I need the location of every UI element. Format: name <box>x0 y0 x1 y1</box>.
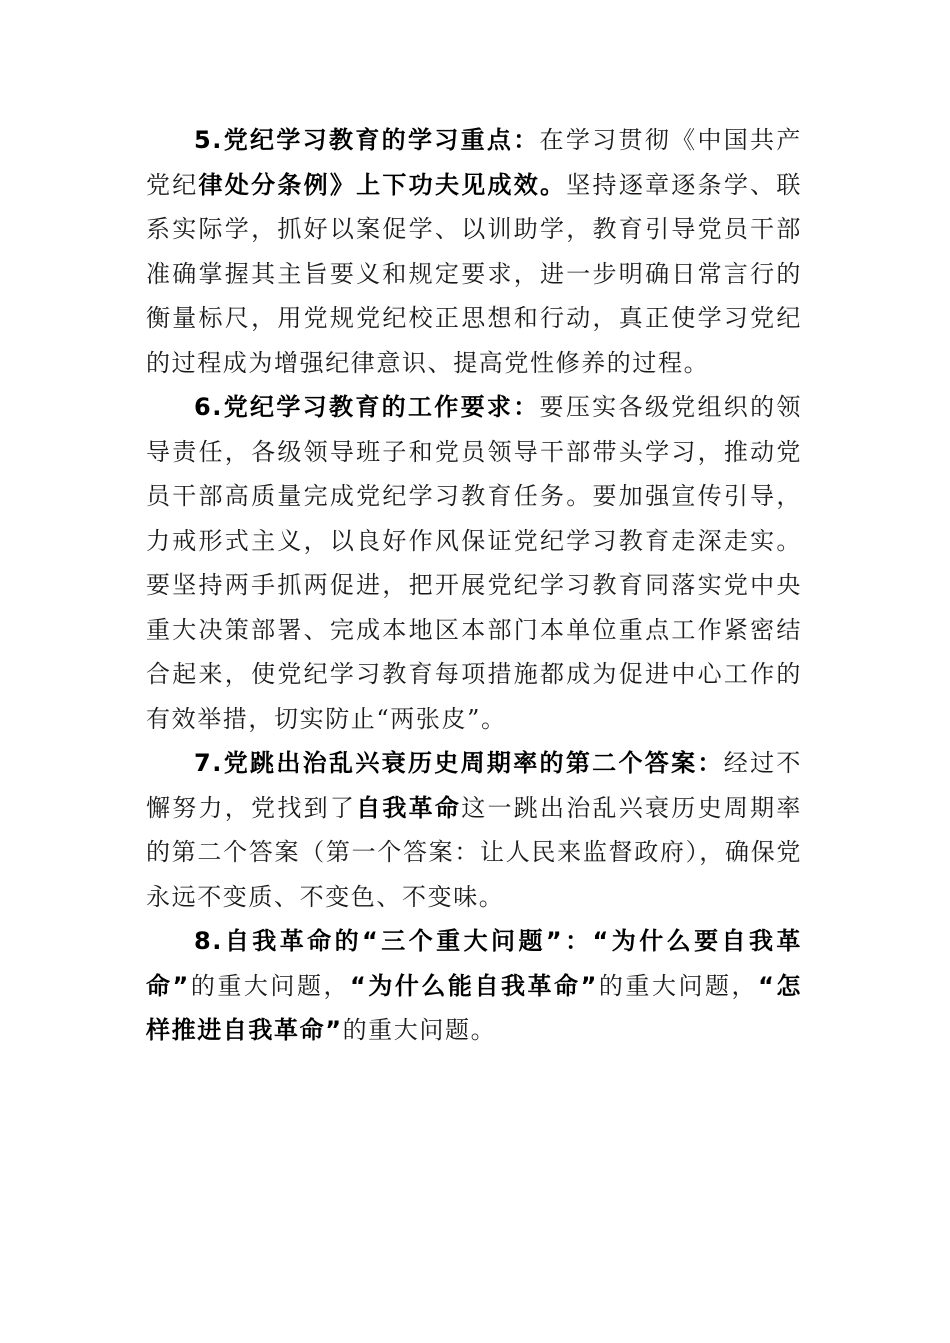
paragraph-5-heading: 5.党纪学习教育的学习重点： <box>194 126 540 154</box>
paragraph-7-text-b: 这一跳出治乱兴衰历史周期率的第二个答案（第一个答案：让人民来监督政府），确保党永远不变质、不变色、不变味。 <box>146 793 802 911</box>
paragraph-8 <box>146 919 802 1053</box>
paragraph-5-emphasis: 律处分条例》上下功夫见成效。 <box>198 170 567 199</box>
paragraph-7-emphasis: 自我革命 <box>356 793 462 822</box>
document-body <box>146 118 802 1053</box>
paragraph-8-text-c: 的重大问题。 <box>342 1016 497 1044</box>
paragraph-7 <box>146 741 802 919</box>
paragraph-5-text-a: 在学习贯彻《中国共产党纪 <box>146 126 803 199</box>
paragraph-8-text-a: 的重大问题， <box>189 971 351 1000</box>
paragraph-7-text-a: 经过不懈努力，党找到了 <box>146 749 802 822</box>
paragraph-8-heading: 8.自我革命的“三个重大问题”：“为什么要自我革命” <box>146 927 802 1000</box>
paragraph-5 <box>146 118 802 385</box>
paragraph-6-text: 要压实各级党组织的领导责任，各级领导班子和党员领导干部带头学习，推动党员干部高质量完成党纪学习教育任务。要加强宣传引导，力戒形式主义，以良好作风保证党纪学习教育走深走实。要坚持两手抓两促进，把开展党纪学习教育同落实党中央重大决策部署、完成本地区本部门本单位重点工作紧密结合起来，使党纪学习教育每项措施都成为促进中心工作的有效举措，切实防止“两张皮”。 <box>146 393 803 733</box>
paragraph-6-heading: 6.党纪学习教育的工作要求： <box>194 393 540 421</box>
paragraph-8-text-b: 的重大问题， <box>597 971 759 1000</box>
paragraph-5-text-b: 坚持逐章逐条学、联系实际学，抓好以案促学、以训助学，教育引导党员干部准确掌握其主旨要义和规定要求，进一步明确日常言行的衡量标尺，用党规党纪校正思想和行动，真正使学习党纪的过程成为增强纪律意识、提高党性修养的过程。 <box>146 170 803 377</box>
paragraph-7-heading: 7.党跳出治乱兴衰历史周期率的第二个答案： <box>194 749 724 777</box>
paragraph-8-emphasis-b: “怎样推进自我革命” <box>146 971 802 1044</box>
paragraph-8-emphasis-a: “为什么能自我革命” <box>350 971 598 1000</box>
paragraph-6 <box>146 385 802 741</box>
